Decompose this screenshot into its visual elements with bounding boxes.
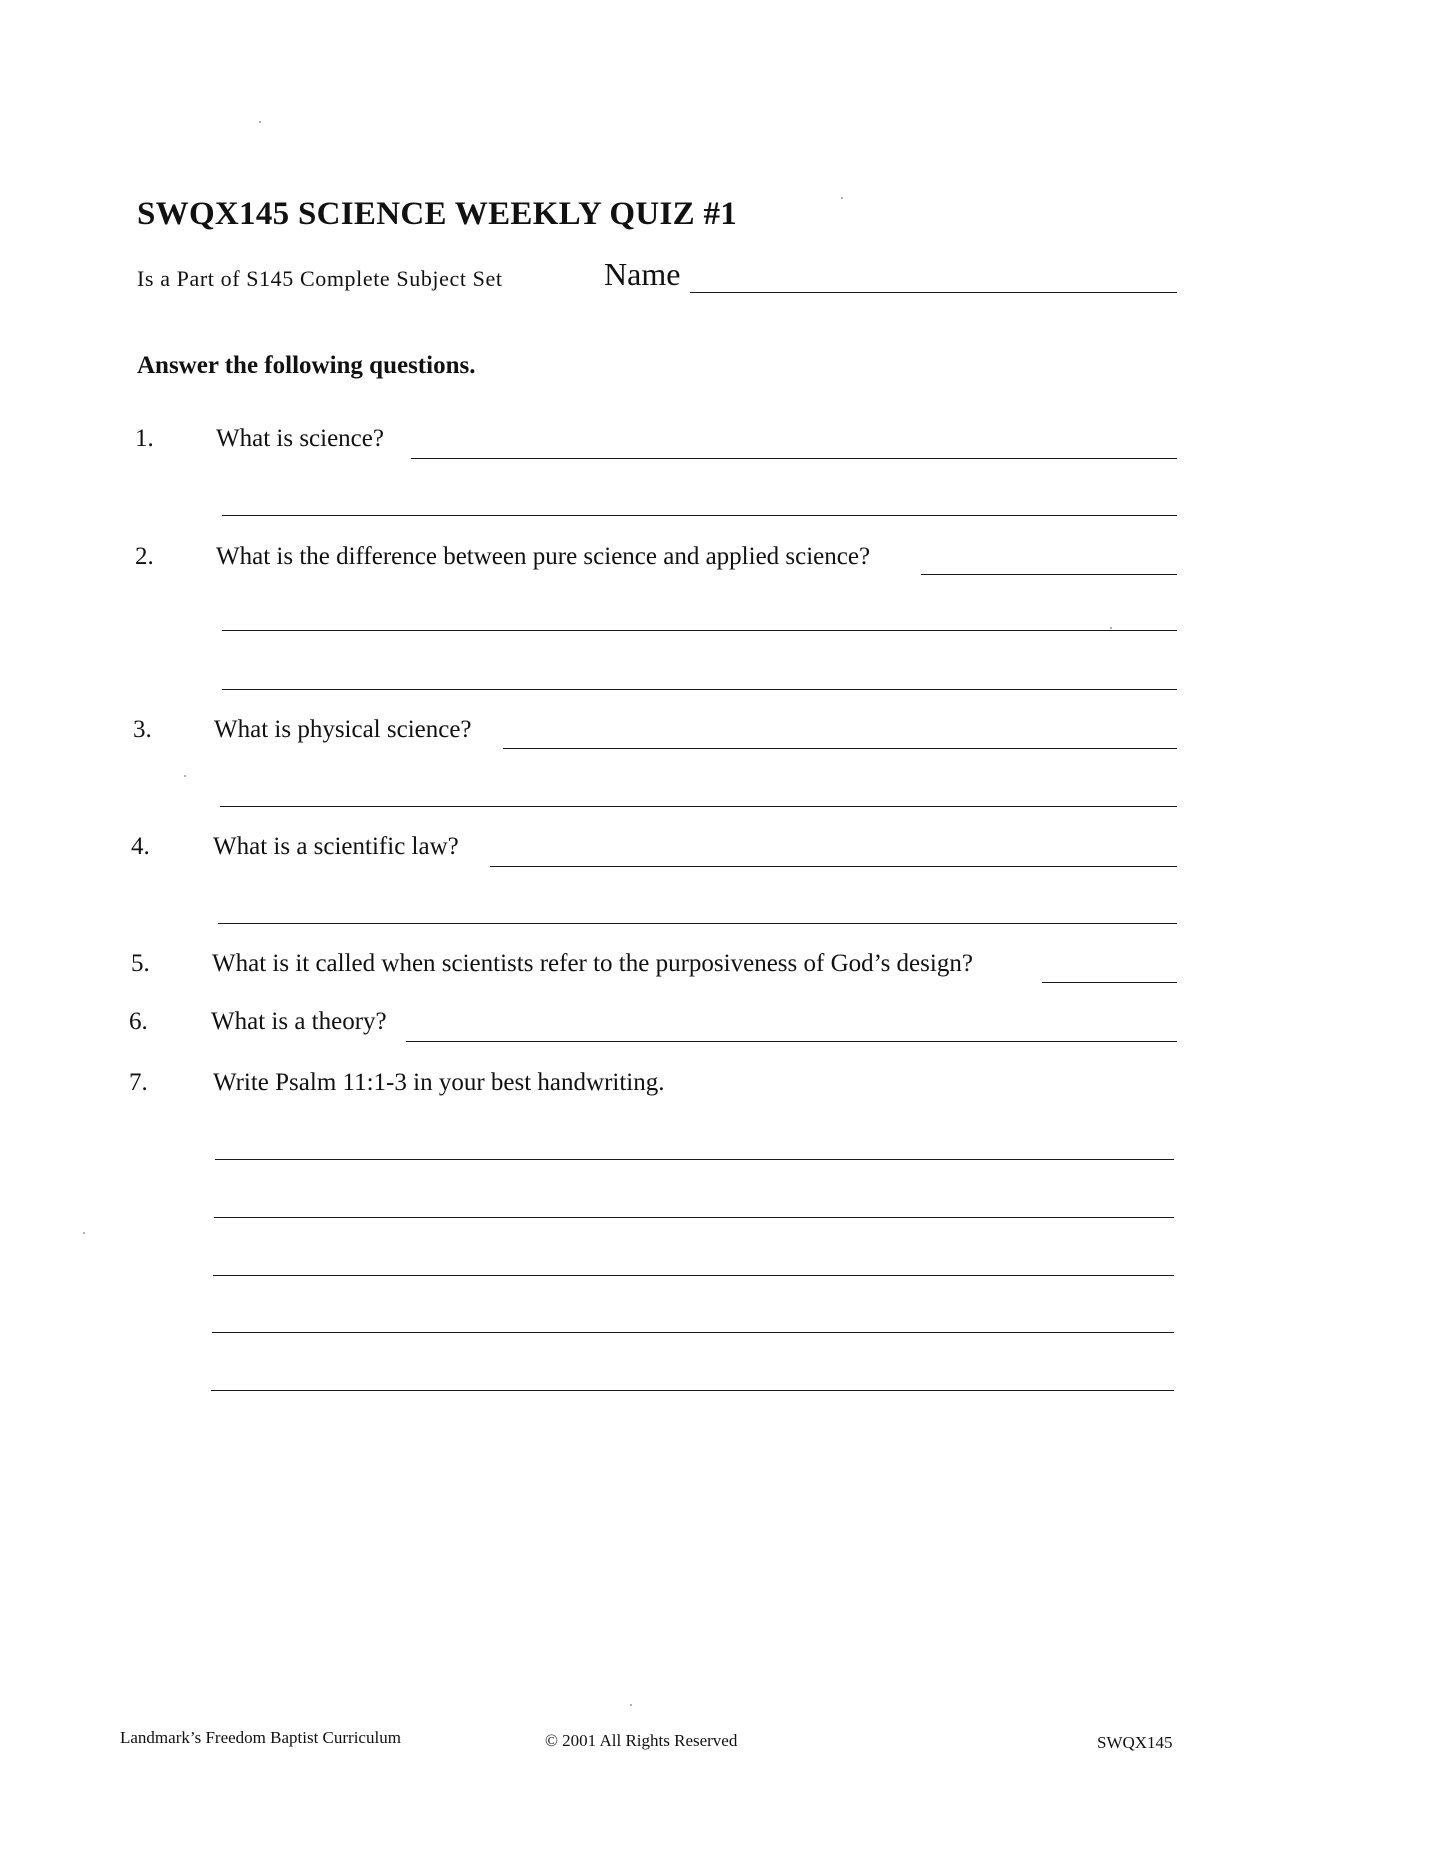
answer-line[interactable] bbox=[411, 458, 1177, 459]
question-text: Write Psalm 11:1-3 in your best handwriting. bbox=[213, 1069, 665, 1096]
answer-line[interactable] bbox=[214, 1217, 1174, 1218]
footer-curriculum: Landmark’s Freedom Baptist Curriculum bbox=[120, 1728, 401, 1747]
scan-speck bbox=[259, 121, 261, 123]
answer-line[interactable] bbox=[503, 748, 1177, 749]
answer-line[interactable] bbox=[921, 574, 1177, 575]
answer-line[interactable] bbox=[211, 1390, 1174, 1391]
question-number: 5. bbox=[131, 950, 150, 977]
footer-code: SWQX145 bbox=[1097, 1733, 1173, 1752]
page-title: SWQX145 SCIENCE WEEKLY QUIZ #1 bbox=[137, 196, 738, 232]
answer-line[interactable] bbox=[220, 806, 1177, 807]
name-label: Name bbox=[604, 256, 681, 292]
question-text: What is it called when scientists refer to the purposiveness of God’s design? bbox=[212, 950, 973, 977]
question-text: What is the difference between pure science and applied science? bbox=[216, 543, 871, 570]
question-number: 2. bbox=[135, 543, 154, 570]
answer-line[interactable] bbox=[222, 689, 1177, 690]
question-number: 1. bbox=[135, 425, 154, 452]
question-text: What is a scientific law? bbox=[213, 833, 459, 860]
question-number: 3. bbox=[133, 716, 152, 743]
answer-line[interactable] bbox=[1042, 982, 1177, 983]
footer-copyright: © 2001 All Rights Reserved bbox=[545, 1731, 738, 1750]
question-text: What is physical science? bbox=[214, 716, 472, 743]
question-text: What is a theory? bbox=[211, 1008, 387, 1035]
name-answer-line[interactable] bbox=[690, 292, 1177, 293]
question-number: 6. bbox=[129, 1008, 148, 1035]
instructions: Answer the following questions. bbox=[137, 352, 476, 379]
answer-line[interactable] bbox=[222, 515, 1177, 516]
scan-speck bbox=[83, 1232, 85, 1234]
answer-line[interactable] bbox=[213, 1275, 1174, 1276]
answer-line[interactable] bbox=[406, 1041, 1177, 1042]
question-text: What is science? bbox=[216, 425, 384, 452]
answer-line[interactable] bbox=[215, 1159, 1174, 1160]
scan-speck bbox=[841, 197, 843, 199]
subtitle: Is a Part of S145 Complete Subject Set bbox=[137, 266, 503, 291]
question-number: 4. bbox=[131, 833, 150, 860]
answer-line[interactable] bbox=[212, 1332, 1174, 1333]
answer-line[interactable] bbox=[222, 630, 1177, 631]
answer-line[interactable] bbox=[490, 866, 1177, 867]
scan-speck bbox=[184, 775, 186, 777]
question-number: 7. bbox=[129, 1069, 148, 1096]
scan-speck bbox=[1110, 627, 1112, 629]
scan-speck bbox=[630, 1704, 632, 1706]
answer-line[interactable] bbox=[218, 923, 1177, 924]
